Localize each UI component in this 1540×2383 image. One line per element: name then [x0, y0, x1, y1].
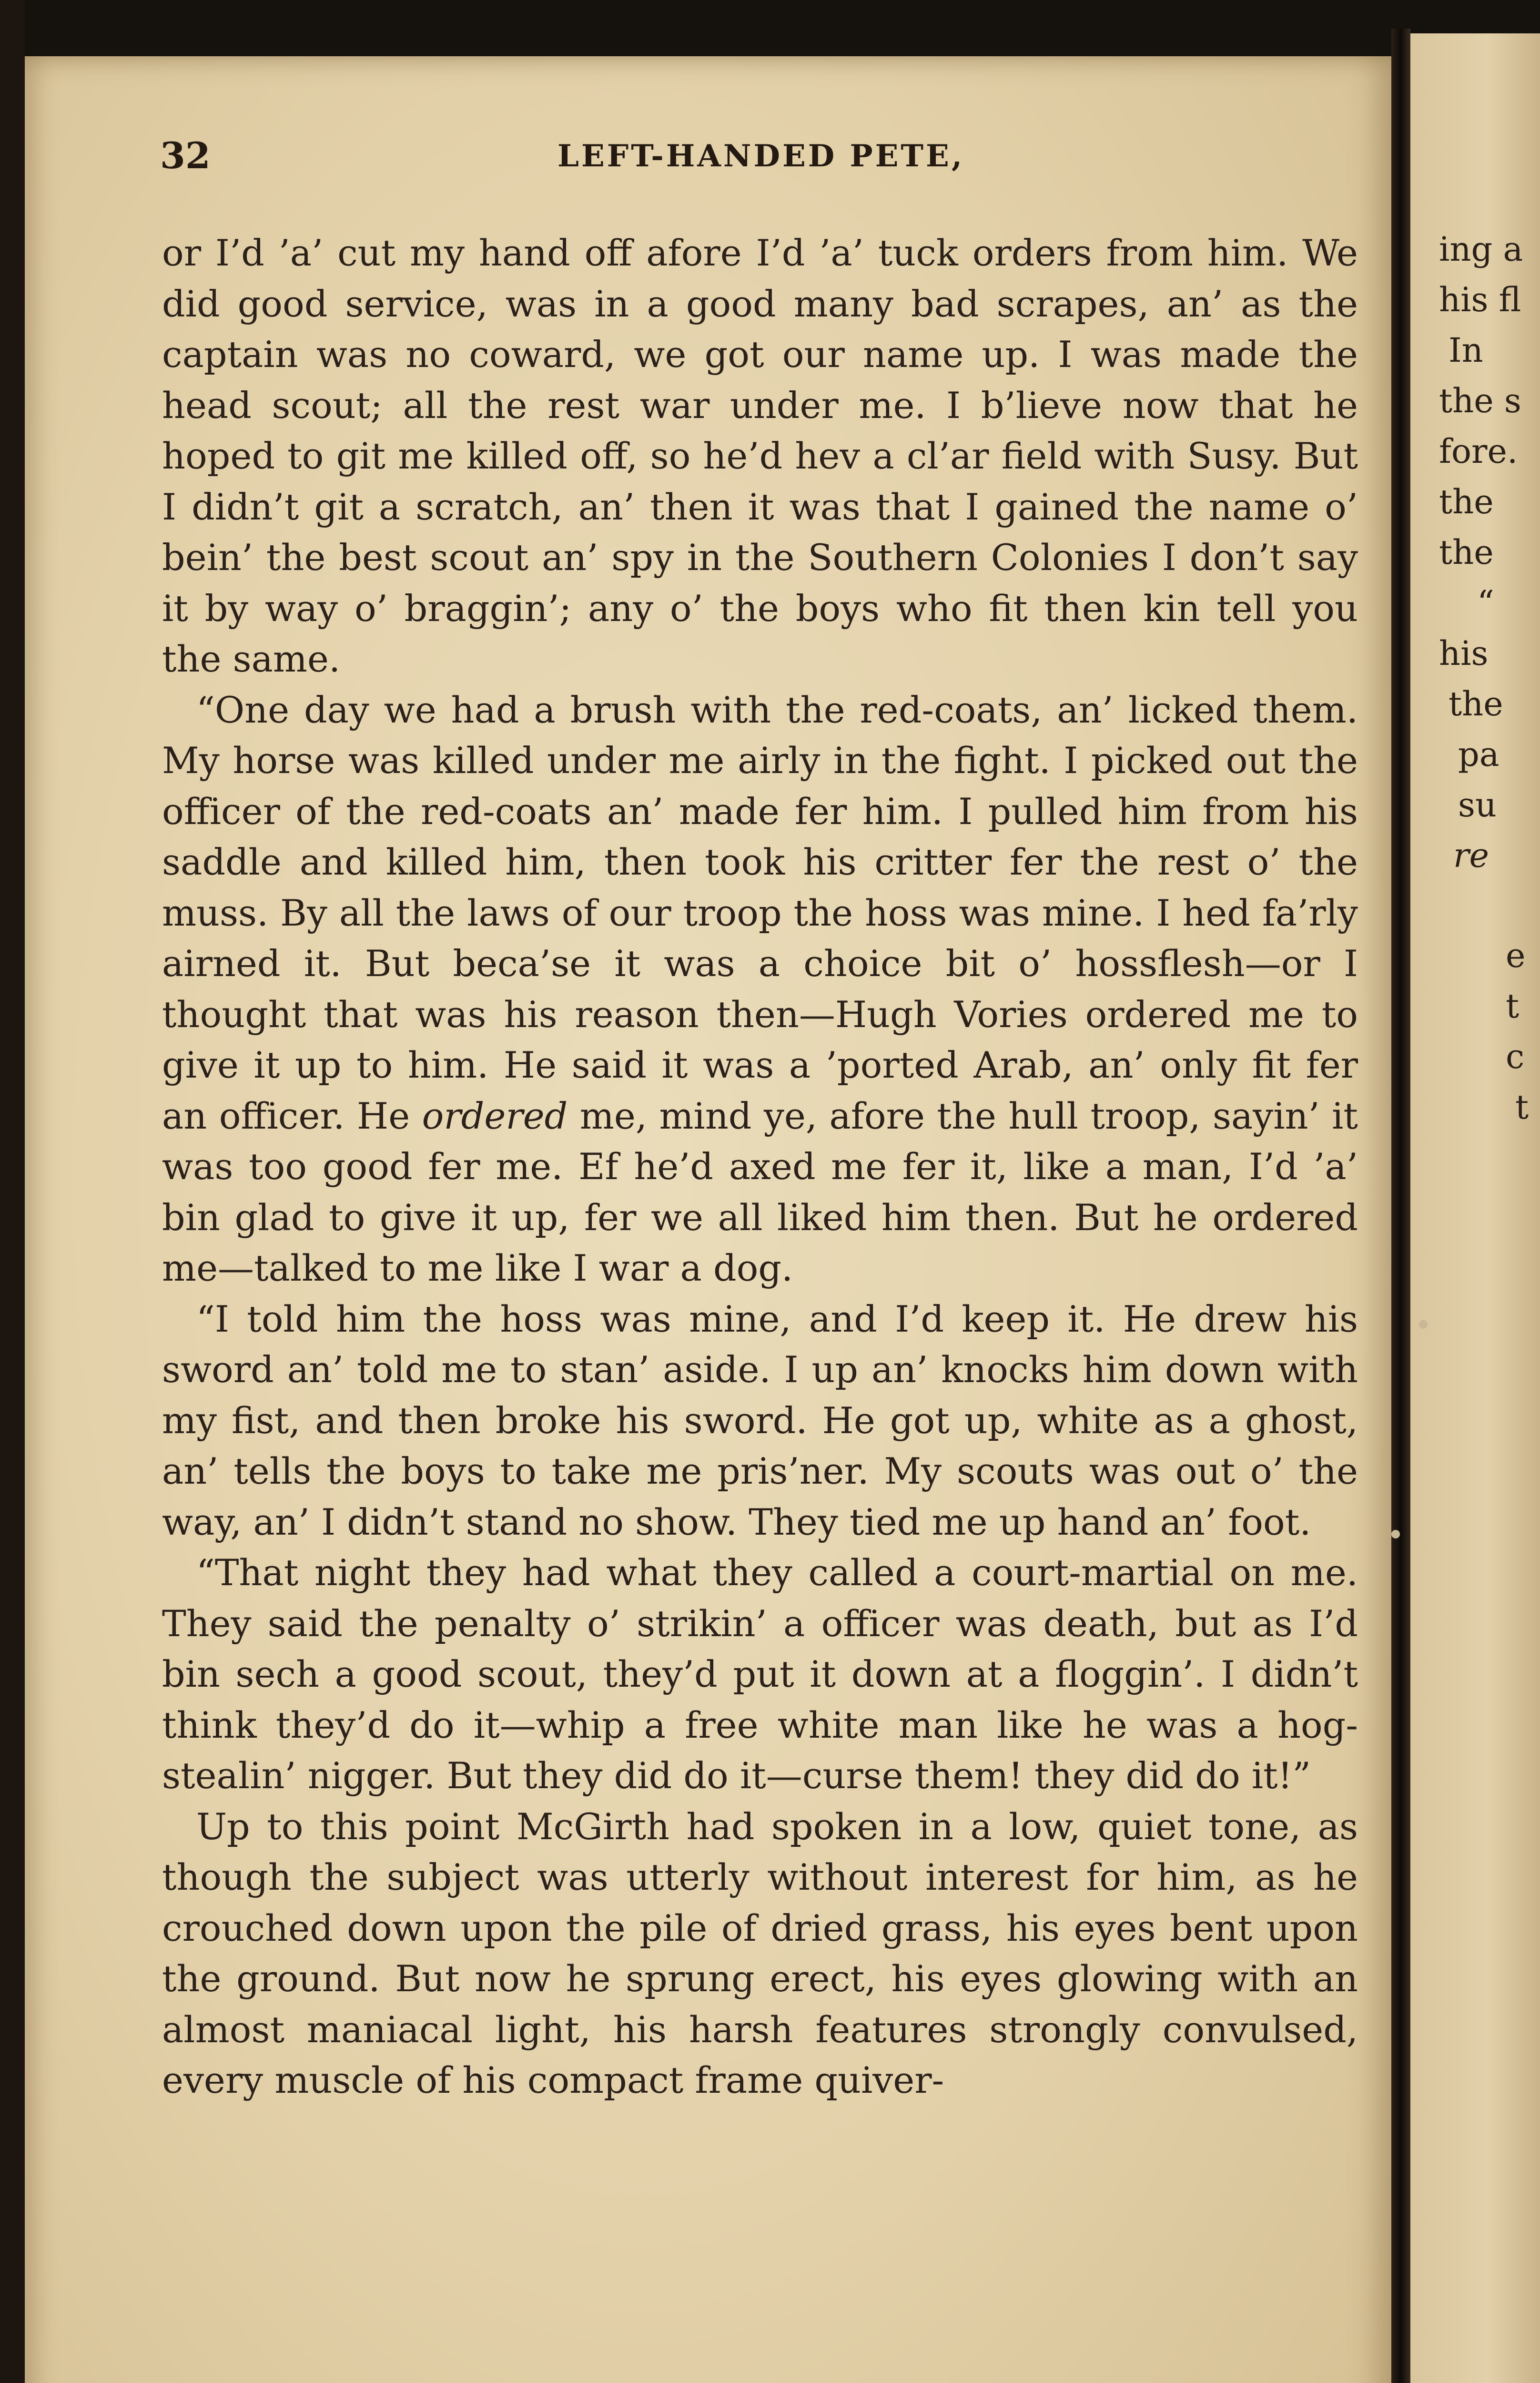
- paragraph-2-continued: me, mind ye, afore the hull troop, sayin’ it was too good fer me. Ef he’d axed me fer it, like a man, I’d ’a’ bin glad to give it up, fer we all liked him then. But he ordered me—talked to me like I war a dog.: [162, 1094, 1358, 1289]
- next-page-fragment: fore.: [1439, 432, 1518, 471]
- next-page-fragment: c: [1506, 1037, 1525, 1076]
- body-text: [162, 228, 1358, 2106]
- paragraph-4: “That night they had what they called a court-martial on me. They said the penalty o’ strikin’ a officer was death, but as I’d bin sech a good scout, they’d put it down at a floggin’. I didn’t think they’d do it—whip a free white man like he was a hog-stealin’ nigger. But they did do it—curse them! they did do it!”: [162, 1551, 1358, 1797]
- paragraph-5: Up to this point McGirth had spoken in a low, quiet tone, as though the subject was utterly without interest for him, as he crouched down upon the pile of dried grass, his eyes bent upon the ground. But now he sprung erect, his eyes glowing with an almost maniacal light, his harsh features strongly convulsed, every muscle of his compact frame quiver-: [162, 1805, 1358, 2101]
- next-page-fragment: the: [1449, 684, 1503, 723]
- next-page-fragment: pa: [1458, 735, 1499, 774]
- paragraph-2: [162, 685, 1358, 1294]
- next-page-fragment: the: [1439, 533, 1494, 572]
- next-page-fragment: t: [1515, 1088, 1529, 1127]
- next-page-fragment: In: [1449, 331, 1483, 370]
- running-head: [0, 134, 1540, 182]
- paper-speck: [1419, 1320, 1428, 1329]
- next-page-fragment: e: [1506, 936, 1526, 975]
- next-page-fragment: su: [1458, 785, 1497, 825]
- next-page-fragment: “: [1477, 583, 1494, 622]
- page-number: 32: [160, 134, 211, 177]
- next-page-fragment: re: [1453, 836, 1489, 875]
- scan-background-left: [0, 0, 25, 2383]
- scan-background-top: [0, 0, 1540, 56]
- next-page-fragment: the s: [1439, 381, 1521, 420]
- paragraph-3: “I told him the hoss was mine, and I’d keep it. He drew his sword an’ told me to stan’ aside. I up an’ knocks him down with my fist, and then broke his sword. He got up, white as a ghost, an’ tells the boys to take me pris’ner. My scouts was out o’ the way, an’ I didn’t stand no show. They tied me up hand an’ foot.: [162, 1297, 1358, 1543]
- paragraph-1: or I’d ’a’ cut my hand off afore I’d ’a’ tuck orders from him. We did good service, was in a good many bad scrapes, an’ as the captain was no coward, we got our name up. I was made the head scout; all the rest war under me. I b’lieve now that he hoped to git me killed off, so he’d hev a cl’ar field with Susy. But I didn’t git a scratch, an’ then it was that I gained the name o’ bein’ the best scout an’ spy in the Southern Colonies I don’t say it by way o’ braggin’; any o’ the boys who fit then kin tell you the same.: [162, 232, 1358, 680]
- next-page-fragment: t: [1506, 987, 1520, 1026]
- paragraph-2-text: “One day we had a brush with the red-coats, an’ licked them. My horse was killed under me airly in the fight. I picked out the officer of the red-coats an’ made fer him. I pulled him from his saddle and killed him, then took his critter fer the rest o’ the muss. By all the laws of our troop the hoss was mine. I hed fa’rly airned it. But beca’se it was a choice bit o’ hossflesh—or I thought that was his reason then—Hugh Vories ordered me to give it up to him. He said it was a ’ported Arab, an’ only fit fer an officer. He: [162, 688, 1358, 1137]
- italic-word: ordered: [422, 1094, 568, 1137]
- book-gutter: [1391, 29, 1410, 2383]
- next-page-fragment: his: [1439, 634, 1489, 673]
- next-page-fragment: ing a: [1439, 230, 1523, 269]
- next-page-edge: [1410, 33, 1540, 2383]
- next-page-fragment: his fl: [1439, 280, 1521, 319]
- running-head-title: LEFT-HANDED PETE,: [557, 138, 965, 174]
- next-page-fragment: the: [1439, 482, 1494, 521]
- paper-speck: [1391, 1530, 1400, 1538]
